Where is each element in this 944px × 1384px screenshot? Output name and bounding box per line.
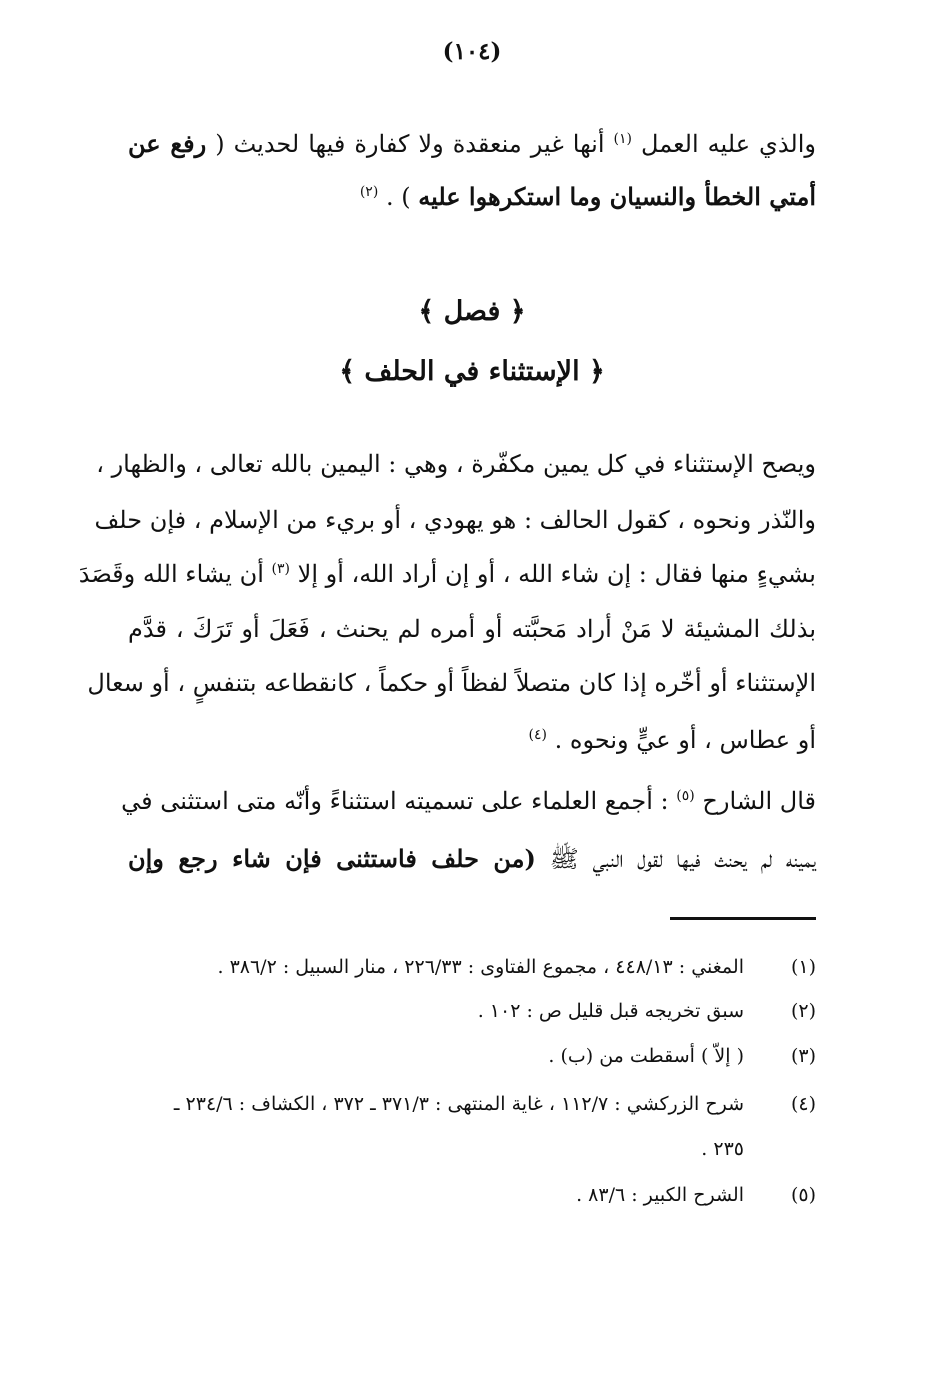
hadith-text: رفع عن <box>128 129 207 158</box>
footnote-text: ( إلاّ ) أسقطت من (ب) . <box>548 1045 744 1067</box>
body-line-2: والنّذر ونحوه ، كقول الحالف : هو يهودي ، أو بريء من الإسلام ، فإن حلف <box>94 506 816 534</box>
body-text: أن يشاء الله وقَصَدَ <box>78 560 264 588</box>
body-line-8 <box>128 845 816 874</box>
body-line-7 <box>121 787 816 816</box>
footnote-3 <box>116 1045 816 1073</box>
body-line-3 <box>78 560 816 589</box>
top-text: والذي عليه العمل <box>641 130 817 158</box>
footnote-number: (٣) <box>790 1045 816 1067</box>
footnote-1 <box>116 956 816 984</box>
footnote-text: سبق تخريجه قبل قليل ص : ١٠٢ . <box>477 1000 744 1022</box>
body-line-1: ويصح الإستثناء في كل يمين مكفّرة ، وهي : اليمين بالله تعالى ، والظهار ، <box>96 450 816 478</box>
body-text: قال الشارح <box>702 787 816 815</box>
top-paragraph-line-1 <box>128 130 816 159</box>
footnote-4-continued <box>116 1138 816 1166</box>
footnote-text: الشرح الكبير : ٨٣/٦ . <box>576 1184 744 1206</box>
hadith-text: أمتي الخطأ والنسيان وما استكرهوا عليه <box>418 182 816 211</box>
footnote-number: (٢) <box>790 1000 816 1022</box>
body-line-4: بذلك المشيئة لا مَنْ أراد مَحبَّته أو أمره لم يحنث ، فَعَلَ أو تَرَكَ ، قدَّم <box>128 615 816 643</box>
footnote-number: (٥) <box>790 1184 816 1206</box>
page-number: (١٠٤) <box>442 38 502 65</box>
footnote-text: المغني : ٤٤٨/١٣ ، مجموع الفتاوى : ٢٢٦/٣٣ ، منار السبيل : ٣٨٦/٢ . <box>217 956 744 978</box>
top-text: أنها غير منعقدة ولا كفارة فيها لحديث ( <box>215 130 605 158</box>
footnote-separator <box>670 917 816 920</box>
footnote-2 <box>116 1000 816 1028</box>
footnote-ref-3: (٣) <box>271 561 291 577</box>
footnote-ref-4: (٤) <box>528 727 548 743</box>
body-text: : أجمع العلماء على تسميته استثناءً وأنّه متى استثنى في <box>121 787 669 815</box>
footnote-text: شرح الزركشي : ١١٢/٧ ، غاية المنتهى : ٣٧١/٣ ـ ٣٧٢ ، الكشاف : ٢٣٤/٦ ـ <box>173 1093 744 1115</box>
chapter-title: ﴿ الإستثناء في الحلف ﴾ <box>339 356 605 387</box>
body-text: أو عطاس ، أو عيٍّ ونحوه . <box>554 726 816 754</box>
body-text: يمينه لم يحنث فيها لقول النبي ﷺ <box>549 845 817 873</box>
footnote-ref-2: (٢) <box>359 184 379 200</box>
top-paragraph-line-2 <box>128 183 816 212</box>
hadith-text: (من حلف فاستثنى فإن شاء رجع وإن <box>128 844 536 873</box>
body-text: بشيءٍ منها فقال : إن شاء الله ، أو إن أراد الله، أو إلا <box>297 560 816 588</box>
footnote-5 <box>116 1184 816 1212</box>
top-text: ) . <box>385 183 411 211</box>
body-line-5: الإستثناء أو أخّره إذا كان متصلاً لفظاً أو حكماً ، كانقطاعه بتنفسٍ ، أو سعال <box>87 669 816 697</box>
body-line-6 <box>128 726 816 755</box>
section-heading: ﴿ فصل ﴾ <box>418 296 526 327</box>
footnote-number: (٤) <box>790 1093 816 1115</box>
footnote-ref-1: (١) <box>613 131 632 147</box>
footnote-number: (١) <box>790 956 816 978</box>
footnote-ref-5: (٥) <box>676 788 695 804</box>
footnote-4 <box>116 1093 816 1121</box>
footnote-text: ٢٣٥ . <box>701 1138 744 1160</box>
